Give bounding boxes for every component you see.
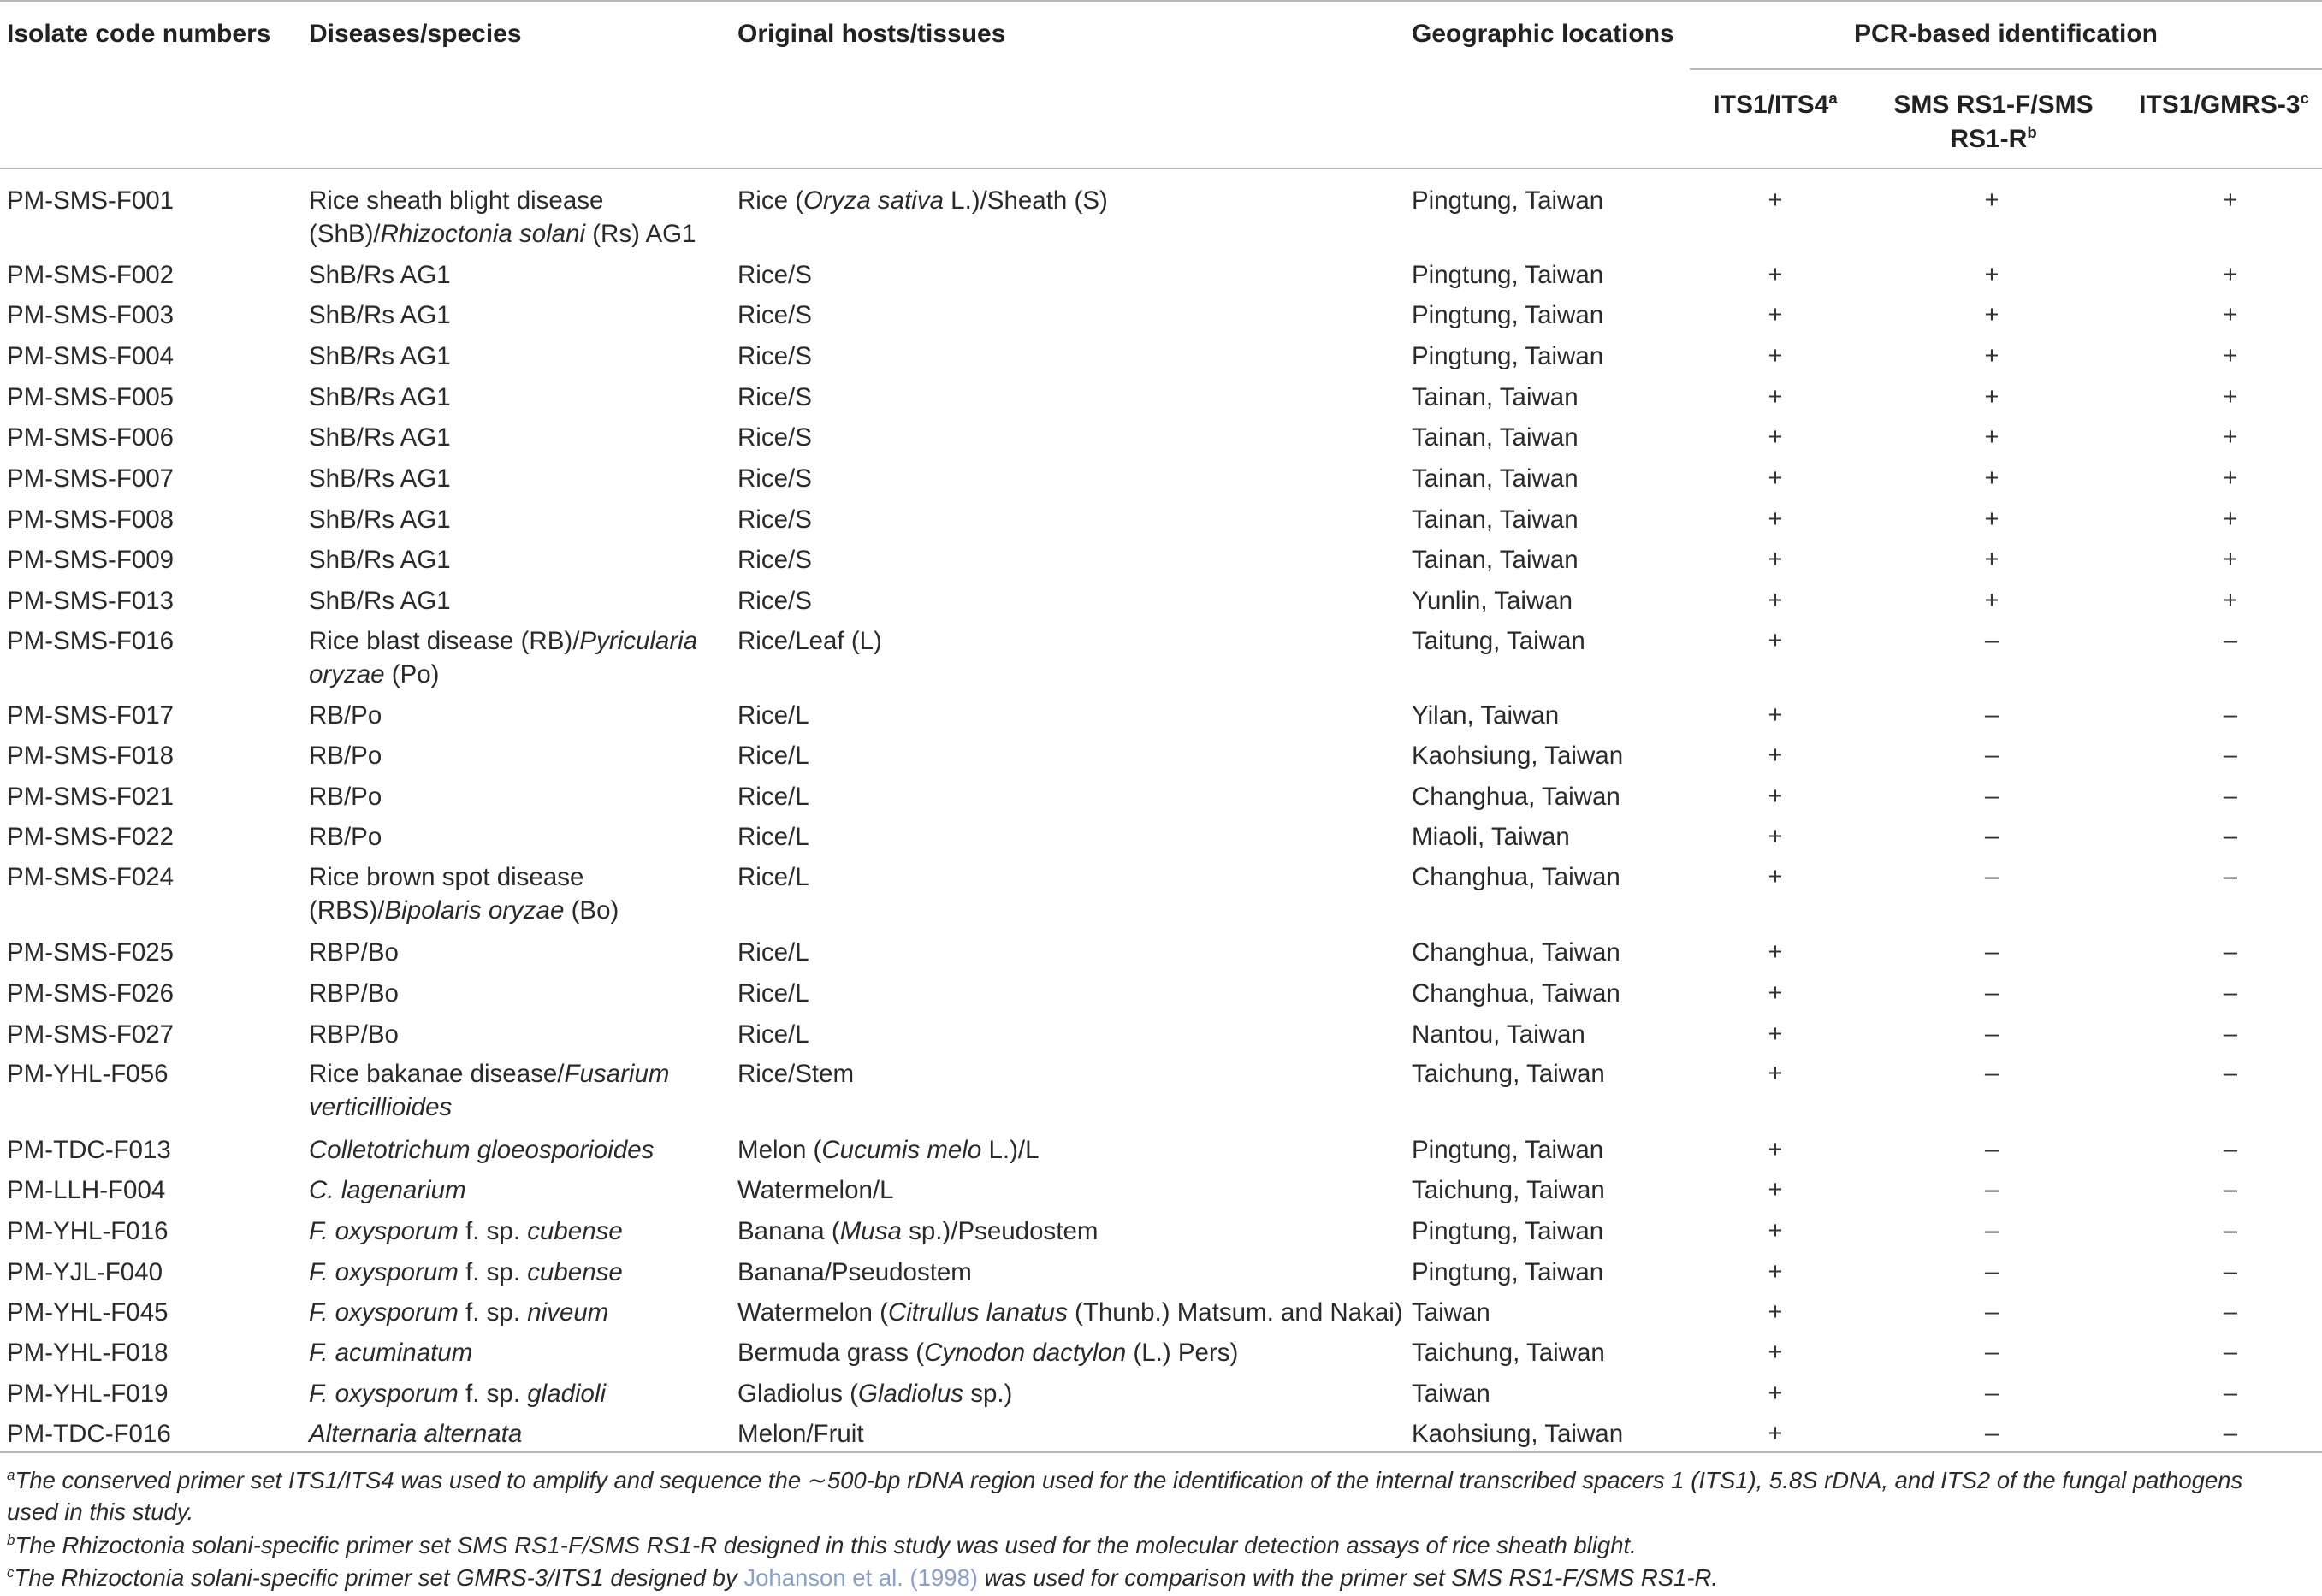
pcr-group-rule — [1690, 68, 2322, 70]
result-gmrs: – — [2223, 1339, 2238, 1366]
result-its4: + — [1768, 783, 1783, 810]
host-tissue: Rice/L — [737, 742, 809, 770]
host-tissue: Rice/L — [737, 938, 809, 966]
result-its4: + — [1768, 261, 1783, 288]
host-tissue: Melon/Fruit — [737, 1420, 864, 1448]
result-sms: + — [1984, 423, 1999, 451]
result-gmrs: – — [2223, 1217, 2238, 1244]
host-tissue: Gladiolus (Gladiolus sp.) — [737, 1380, 1013, 1408]
result-gmrs: – — [2223, 1258, 2238, 1286]
result-sms: + — [1984, 261, 1999, 288]
result-gmrs: – — [2223, 701, 2238, 729]
geographic-location: Kaohsiung, Taiwan — [1412, 742, 1624, 770]
disease-species: RB/Po — [309, 783, 382, 811]
host-tissue: Rice/S — [737, 342, 812, 370]
result-sms: – — [1984, 783, 1999, 810]
disease-species: RBP/Bo — [309, 979, 399, 1008]
isolate-code: PM-SMS-F002 — [7, 261, 175, 289]
header-gmrs: ITS1/GMRS-3$^c$ — [2139, 89, 2309, 119]
result-gmrs: – — [2223, 1020, 2238, 1048]
isolate-code: PM-SMS-F016 — [7, 627, 175, 655]
header-rule — [0, 168, 2322, 169]
result-sms: + — [1984, 546, 1999, 573]
result-gmrs: + — [2223, 301, 2238, 328]
result-its4: + — [1768, 701, 1783, 729]
result-its4: + — [1768, 546, 1783, 573]
footnote-a: $^a$The conserved primer set ITS1/ITS4 was used to amplify and sequence the ∼500-bp rDNA region used for the identification of the internal transcribed spacers 1 (ITS1), 5.8S rDNA, and ITS2 of the fungal pathogens used in this study. — [7, 1466, 2243, 1525]
result-sms: + — [1984, 505, 1999, 533]
geographic-location: Yilan, Taiwan — [1412, 701, 1560, 730]
disease-species: F. oxysporum f. sp. cubense — [309, 1258, 623, 1286]
disease-species: Rice brown spot disease (RBS)/Bipolaris oryzae (Bo) — [309, 863, 619, 925]
result-its4: + — [1768, 383, 1783, 411]
result-gmrs: – — [2223, 823, 2238, 850]
result-its4: + — [1768, 1176, 1783, 1203]
geographic-location: Pingtung, Taiwan — [1412, 342, 1604, 370]
result-gmrs: + — [2223, 261, 2238, 288]
result-gmrs: – — [2223, 979, 2238, 1007]
disease-species: Alternaria alternata — [309, 1420, 523, 1448]
result-gmrs: – — [2223, 1420, 2238, 1447]
result-sms: – — [1984, 742, 1999, 769]
host-tissue: Bermuda grass (Cynodon dactylon (L.) Pers) — [737, 1339, 1239, 1367]
isolate-code: PM-SMS-F008 — [7, 505, 175, 534]
isolate-code: PM-YHL-F045 — [7, 1298, 169, 1327]
geographic-location: Taiwan — [1412, 1380, 1490, 1408]
result-its4: + — [1768, 1380, 1783, 1407]
result-sms: – — [1984, 863, 1999, 890]
isolate-code: PM-LLH-F004 — [7, 1176, 166, 1204]
disease-species: ShB/Rs AG1 — [309, 383, 451, 411]
host-tissue: Watermelon/L — [737, 1176, 894, 1204]
isolate-code: PM-YHL-F018 — [7, 1339, 169, 1367]
result-its4: + — [1768, 587, 1783, 614]
geographic-location: Tainan, Taiwan — [1412, 464, 1579, 493]
disease-species: RB/Po — [309, 701, 382, 730]
disease-species: F. oxysporum f. sp. niveum — [309, 1298, 609, 1327]
result-its4: + — [1768, 186, 1783, 214]
disease-species: ShB/Rs AG1 — [309, 301, 451, 329]
result-its4: + — [1768, 823, 1783, 850]
disease-species: ShB/Rs AG1 — [309, 261, 451, 289]
result-gmrs: + — [2223, 505, 2238, 533]
isolate-code: PM-SMS-F006 — [7, 423, 175, 452]
disease-species: F. acuminatum — [309, 1339, 473, 1367]
host-tissue: Rice/L — [737, 1020, 809, 1049]
result-sms: – — [1984, 1136, 1999, 1163]
result-its4: + — [1768, 1020, 1783, 1048]
result-its4: + — [1768, 505, 1783, 533]
result-sms: – — [1984, 938, 1999, 966]
result-gmrs: + — [2223, 464, 2238, 492]
header-isolate: Isolate code numbers — [7, 20, 271, 48]
host-tissue: Rice/L — [737, 701, 809, 730]
result-its4: + — [1768, 1060, 1783, 1087]
geographic-location: Pingtung, Taiwan — [1412, 186, 1604, 215]
result-its4: + — [1768, 1258, 1783, 1286]
geographic-location: Pingtung, Taiwan — [1412, 1258, 1604, 1286]
geographic-location: Changhua, Taiwan — [1412, 863, 1620, 891]
host-tissue: Rice/L — [737, 979, 809, 1008]
isolate-code: PM-SMS-F024 — [7, 863, 175, 891]
disease-species: RB/Po — [309, 823, 382, 851]
host-tissue: Melon (Cucumis melo L.)/L — [737, 1136, 1040, 1164]
result-sms: – — [1984, 1298, 1999, 1326]
result-its4: + — [1768, 1339, 1783, 1366]
host-tissue: Banana (Musa sp.)/Pseudostem — [737, 1217, 1099, 1245]
footnote-b: $^b$The Rhizoctonia solani-specific primer set SMS RS1-F/SMS RS1-R designed in this study was used for the molecular detection assays of rice sheath blight. — [7, 1531, 1637, 1558]
isolate-code: PM-TDC-F016 — [7, 1420, 171, 1448]
host-tissue: Rice/S — [737, 546, 812, 574]
result-its4: + — [1768, 464, 1783, 492]
geographic-location: Taiwan — [1412, 1298, 1490, 1327]
geographic-location: Yunlin, Taiwan — [1412, 587, 1573, 615]
geographic-location: Changhua, Taiwan — [1412, 979, 1620, 1008]
header-pcr-group: PCR-based identification — [1853, 20, 2159, 48]
geographic-location: Tainan, Taiwan — [1412, 505, 1579, 534]
disease-species: ShB/Rs AG1 — [309, 587, 451, 615]
header-host: Original hosts/tissues — [737, 20, 1006, 48]
result-sms: – — [1984, 1020, 1999, 1048]
geographic-location: Tainan, Taiwan — [1412, 423, 1579, 452]
disease-species: F. oxysporum f. sp. gladioli — [309, 1380, 607, 1408]
isolate-code: PM-YHL-F056 — [7, 1060, 169, 1088]
isolate-code: PM-SMS-F025 — [7, 938, 175, 966]
result-sms: – — [1984, 1339, 1999, 1366]
result-sms: – — [1984, 1380, 1999, 1407]
isolate-code: PM-SMS-F021 — [7, 783, 175, 811]
disease-species: F. oxysporum f. sp. cubense — [309, 1217, 623, 1245]
result-sms: – — [1984, 627, 1999, 654]
result-its4: + — [1768, 301, 1783, 328]
result-its4: + — [1768, 1136, 1783, 1163]
host-tissue: Rice/S — [737, 383, 812, 411]
disease-species: Rice bakanae disease/Fusarium verticillioides — [309, 1060, 670, 1121]
disease-species: Rice sheath blight disease (ShB)/Rhizoctonia solani (Rs) AG1 — [309, 186, 696, 248]
isolate-code: PM-TDC-F013 — [7, 1136, 171, 1164]
result-gmrs: + — [2223, 342, 2238, 369]
host-tissue: Rice/S — [737, 423, 812, 452]
result-its4: + — [1768, 938, 1783, 966]
result-sms: – — [1984, 1258, 1999, 1286]
geographic-location: Taichung, Taiwan — [1412, 1060, 1605, 1088]
result-sms: + — [1984, 587, 1999, 614]
result-its4: + — [1768, 979, 1783, 1007]
result-gmrs: – — [2223, 783, 2238, 810]
result-its4: + — [1768, 627, 1783, 654]
host-tissue: Banana/Pseudostem — [737, 1258, 972, 1286]
geographic-location: Miaoli, Taiwan — [1412, 823, 1570, 851]
disease-species: RBP/Bo — [309, 1020, 399, 1049]
footnote-c: $^c$The Rhizoctonia solani-specific primer set GMRS-3/ITS1 designed by Johanson et al. (1998) was used for comparison with the primer set SMS RS1-F/SMS RS1-R. — [7, 1563, 1719, 1591]
result-gmrs: – — [2223, 1060, 2238, 1087]
header-location: Geographic locations — [1412, 20, 1674, 48]
bottom-rule — [0, 1451, 2322, 1453]
isolate-code: PM-SMS-F026 — [7, 979, 175, 1008]
geographic-location: Tainan, Taiwan — [1412, 546, 1579, 574]
disease-species: Rice blast disease (RB)/Pyricularia oryzae (Po) — [309, 627, 698, 689]
isolate-code: PM-SMS-F018 — [7, 742, 175, 770]
result-gmrs: – — [2223, 1176, 2238, 1203]
disease-species: ShB/Rs AG1 — [309, 342, 451, 370]
result-sms: – — [1984, 823, 1999, 850]
result-its4: + — [1768, 742, 1783, 769]
isolate-code: PM-SMS-F017 — [7, 701, 175, 730]
geographic-location: Pingtung, Taiwan — [1412, 1217, 1604, 1245]
isolate-code: PM-SMS-F027 — [7, 1020, 175, 1049]
result-gmrs: – — [2223, 627, 2238, 654]
result-sms: + — [1984, 342, 1999, 369]
host-tissue: Rice/S — [737, 464, 812, 493]
isolate-code: PM-SMS-F013 — [7, 587, 175, 615]
host-tissue: Rice/S — [737, 261, 812, 289]
header-sms: SMS RS1-F/SMS $RS1-R^b$ — [1893, 91, 2094, 153]
result-gmrs: + — [2223, 423, 2238, 451]
result-sms: – — [1984, 1176, 1999, 1203]
isolate-code: PM-SMS-F022 — [7, 823, 175, 851]
result-gmrs: + — [2223, 383, 2238, 411]
result-sms: – — [1984, 1060, 1999, 1087]
geographic-location: Changhua, Taiwan — [1412, 938, 1620, 966]
host-tissue: Rice/L — [737, 863, 809, 891]
result-sms: + — [1984, 464, 1999, 492]
disease-species: RB/Po — [309, 742, 382, 770]
top-rule — [0, 0, 2322, 2]
result-its4: + — [1768, 1420, 1783, 1447]
geographic-location: Tainan, Taiwan — [1412, 383, 1579, 411]
geographic-location: Taitung, Taiwan — [1412, 627, 1585, 655]
isolate-code: PM-SMS-F001 — [7, 186, 175, 215]
host-tissue: Rice/S — [737, 301, 812, 329]
result-sms: – — [1984, 979, 1999, 1007]
isolate-code: PM-SMS-F003 — [7, 301, 175, 329]
disease-species: ShB/Rs AG1 — [309, 546, 451, 574]
header-disease: Diseases/species — [309, 20, 522, 48]
result-gmrs: + — [2223, 186, 2238, 214]
result-sms: – — [1984, 701, 1999, 729]
reference-link-johanson[interactable]: Johanson et al. (1998) — [743, 1564, 979, 1591]
result-sms: – — [1984, 1217, 1999, 1244]
host-tissue: Rice/Leaf (L) — [737, 627, 882, 655]
result-sms: + — [1984, 383, 1999, 411]
disease-species: RBP/Bo — [309, 938, 399, 966]
geographic-location: Pingtung, Taiwan — [1412, 1136, 1604, 1164]
disease-species: ShB/Rs AG1 — [309, 423, 451, 452]
result-sms: + — [1984, 301, 1999, 328]
result-sms: – — [1984, 1420, 1999, 1447]
host-tissue: Watermelon (Citrullus lanatus (Thunb.) Matsum. and Nakai) — [737, 1298, 1403, 1327]
result-gmrs: + — [2223, 587, 2238, 614]
result-gmrs: + — [2223, 546, 2238, 573]
geographic-location: Pingtung, Taiwan — [1412, 301, 1604, 329]
isolate-code: PM-YJL-F040 — [7, 1258, 163, 1286]
host-tissue: Rice/S — [737, 505, 812, 534]
geographic-location: Taichung, Taiwan — [1412, 1176, 1605, 1204]
geographic-location: Nantou, Taiwan — [1412, 1020, 1585, 1049]
disease-species: Colletotrichum gloeosporioides — [309, 1136, 655, 1164]
isolate-code: PM-SMS-F009 — [7, 546, 175, 574]
disease-species: ShB/Rs AG1 — [309, 505, 451, 534]
result-sms: + — [1984, 186, 1999, 214]
host-tissue: Rice/L — [737, 783, 809, 811]
result-its4: + — [1768, 342, 1783, 369]
result-its4: + — [1768, 863, 1783, 890]
result-gmrs: – — [2223, 938, 2238, 966]
disease-species: ShB/Rs AG1 — [309, 464, 451, 493]
isolate-code: PM-YHL-F016 — [7, 1217, 169, 1245]
result-gmrs: – — [2223, 1136, 2238, 1163]
isolate-code: PM-SMS-F004 — [7, 342, 175, 370]
geographic-location: Pingtung, Taiwan — [1412, 261, 1604, 289]
host-tissue: Rice/Stem — [737, 1060, 855, 1088]
header-its4: ITS1/ITS4$^a$ — [1713, 89, 1838, 119]
host-tissue: Rice/L — [737, 823, 809, 851]
isolate-code: PM-SMS-F005 — [7, 383, 175, 411]
result-gmrs: – — [2223, 742, 2238, 769]
geographic-location: Kaohsiung, Taiwan — [1412, 1420, 1624, 1448]
result-gmrs: – — [2223, 1380, 2238, 1407]
geographic-location: Changhua, Taiwan — [1412, 783, 1620, 811]
result-its4: + — [1768, 423, 1783, 451]
result-its4: + — [1768, 1217, 1783, 1244]
result-gmrs: – — [2223, 863, 2238, 890]
geographic-location: Taichung, Taiwan — [1412, 1339, 1605, 1367]
host-tissue: Rice (Oryza sativa L.)/Sheath (S) — [737, 186, 1108, 215]
result-gmrs: – — [2223, 1298, 2238, 1326]
disease-species: C. lagenarium — [309, 1176, 466, 1204]
isolate-code: PM-YHL-F019 — [7, 1380, 169, 1408]
result-its4: + — [1768, 1298, 1783, 1326]
isolate-code: PM-SMS-F007 — [7, 464, 175, 493]
host-tissue: Rice/S — [737, 587, 812, 615]
